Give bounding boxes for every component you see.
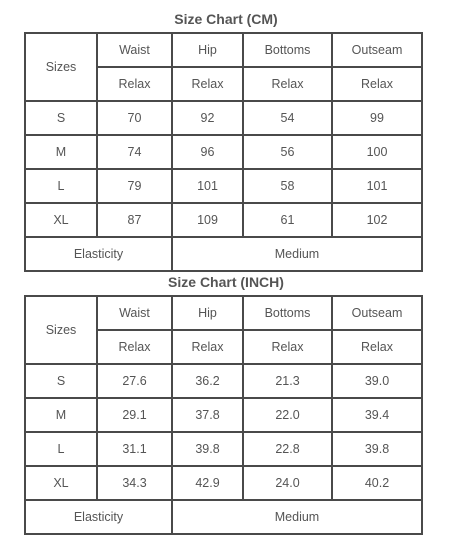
- value-cell: 79: [97, 169, 172, 203]
- table-row: [25, 466, 422, 500]
- value-cell: 39.8: [172, 432, 243, 466]
- cm-chart-title: Size Chart (CM): [174, 11, 278, 27]
- elasticity-row: [25, 237, 422, 271]
- table-row: [25, 203, 422, 237]
- value-cell: 56: [243, 135, 332, 169]
- value-cell: 99: [332, 101, 422, 135]
- value-cell: 22.0: [243, 398, 332, 432]
- size-cell: XL: [25, 203, 97, 237]
- inch-chart-title: Size Chart (INCH): [168, 274, 284, 290]
- value-cell: 109: [172, 203, 243, 237]
- elasticity-value: Medium: [172, 500, 422, 534]
- table-row: [25, 364, 422, 398]
- cm-subheader-cell: Relax: [97, 67, 172, 101]
- cm-header-outseam: Outseam: [332, 33, 422, 67]
- value-cell: 102: [332, 203, 422, 237]
- value-cell: 39.8: [332, 432, 422, 466]
- cm-header-bottoms: Bottoms: [243, 33, 332, 67]
- inch-sizes-header: Sizes: [25, 296, 97, 364]
- inch-subheader-cell: Relax: [172, 330, 243, 364]
- value-cell: 42.9: [172, 466, 243, 500]
- cm-sizes-header: Sizes: [25, 33, 97, 101]
- value-cell: 101: [172, 169, 243, 203]
- value-cell: 54: [243, 101, 332, 135]
- value-cell: 39.4: [332, 398, 422, 432]
- cm-header-hip: Hip: [172, 33, 243, 67]
- value-cell: 40.2: [332, 466, 422, 500]
- elasticity-row: [25, 500, 422, 534]
- value-cell: 92: [172, 101, 243, 135]
- size-cell: S: [25, 364, 97, 398]
- cm-header-waist: Waist: [97, 33, 172, 67]
- value-cell: 24.0: [243, 466, 332, 500]
- cm-subheader-cell: Relax: [243, 67, 332, 101]
- value-cell: 22.8: [243, 432, 332, 466]
- cm-subheader-cell: Relax: [172, 67, 243, 101]
- cm-subheader-cell: Relax: [332, 67, 422, 101]
- value-cell: 74: [97, 135, 172, 169]
- value-cell: 37.8: [172, 398, 243, 432]
- value-cell: 27.6: [97, 364, 172, 398]
- inch-header-outseam: Outseam: [332, 296, 422, 330]
- value-cell: 31.1: [97, 432, 172, 466]
- value-cell: 101: [332, 169, 422, 203]
- table-row: [25, 135, 422, 169]
- inch-subheader-cell: Relax: [97, 330, 172, 364]
- cm-header-row: [25, 33, 422, 67]
- value-cell: 87: [97, 203, 172, 237]
- value-cell: 36.2: [172, 364, 243, 398]
- inch-header-hip: Hip: [172, 296, 243, 330]
- elasticity-value: Medium: [172, 237, 422, 271]
- value-cell: 34.3: [97, 466, 172, 500]
- value-cell: 29.1: [97, 398, 172, 432]
- size-cell: S: [25, 101, 97, 135]
- inch-header-waist: Waist: [97, 296, 172, 330]
- value-cell: 96: [172, 135, 243, 169]
- value-cell: 61: [243, 203, 332, 237]
- table-row: [25, 432, 422, 466]
- value-cell: 39.0: [332, 364, 422, 398]
- inch-header-bottoms: Bottoms: [243, 296, 332, 330]
- table-row: [25, 398, 422, 432]
- size-cell: XL: [25, 466, 97, 500]
- size-cell: L: [25, 169, 97, 203]
- cm-size-table: [24, 32, 423, 272]
- inch-subheader-cell: Relax: [243, 330, 332, 364]
- value-cell: 100: [332, 135, 422, 169]
- inch-size-table: [24, 295, 423, 535]
- table-row: [25, 169, 422, 203]
- size-cell: L: [25, 432, 97, 466]
- value-cell: 58: [243, 169, 332, 203]
- size-cell: M: [25, 135, 97, 169]
- value-cell: 21.3: [243, 364, 332, 398]
- inch-subheader-cell: Relax: [332, 330, 422, 364]
- value-cell: 70: [97, 101, 172, 135]
- inch-header-row: [25, 296, 422, 330]
- elasticity-label: Elasticity: [25, 237, 172, 271]
- table-row: [25, 101, 422, 135]
- elasticity-label: Elasticity: [25, 500, 172, 534]
- size-cell: M: [25, 398, 97, 432]
